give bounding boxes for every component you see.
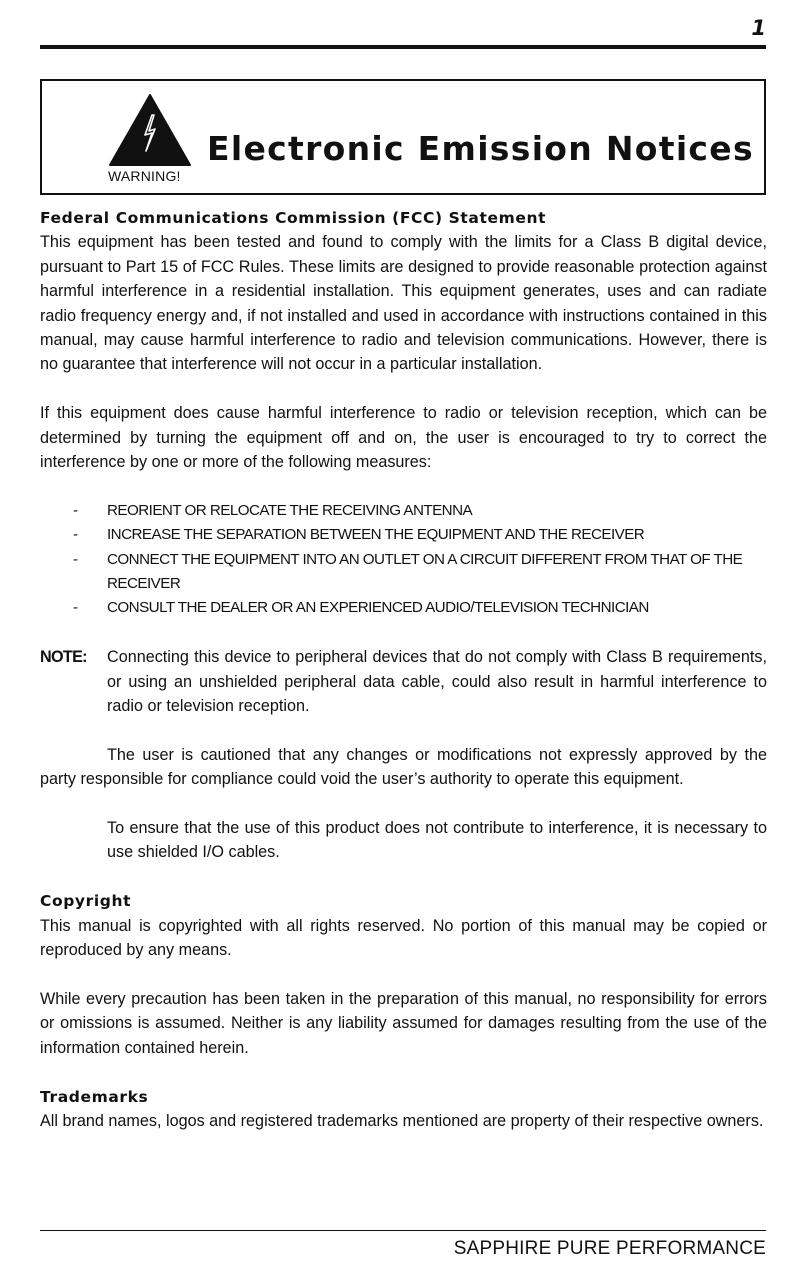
caution-text: The user is cautioned that any changes or modifications not expressly approved by the party responsible for compliance could void the user’s authority to operate this equipment.: [40, 745, 767, 789]
copyright-paragraph-1: This manual is copyrighted with all rights reserved. No portion of this manual may be copied or reproduced by any means.: [40, 916, 767, 960]
warning-triangle-lightning-icon: [108, 93, 192, 167]
list-item-text: REORIENT OR RELOCATE THE RECEIVING ANTENNA: [107, 501, 473, 519]
list-item-text: CONSULT THE DEALER OR AN EXPERIENCED AUDIO/TELEVISION TECHNICIAN: [107, 599, 649, 617]
list-item: [40, 596, 767, 620]
list-dash: -: [73, 501, 78, 519]
trademarks-heading: Trademarks: [40, 1087, 149, 1106]
list-dash: -: [73, 526, 78, 544]
list-item: [40, 523, 767, 547]
list-item-text: CONNECT THE EQUIPMENT INTO AN OUTLET ON A CIRCUIT DIFFERENT FROM THAT OF THE RECEIVER: [107, 550, 743, 593]
bottom-rule: [40, 1230, 766, 1231]
list-item-text: INCREASE THE SEPARATION BETWEEN THE EQUIPMENT AND THE RECEIVER: [107, 526, 645, 544]
fcc-paragraph-1: This equipment has been tested and found to comply with the limits for a Class B digital device, pursuant to Part 15 of FCC Rules. These limits are designed to provide reasonable protection against harmful interference in a residential installation. This equipment generates, uses and can radiate radio frequency energy and, if not installed and used in accordance with instructions contained in this manual, may cause harmful interference to radio and television communications. However, there is no guarantee that interference will not occur in a particular installation.: [40, 233, 767, 374]
document-body: [40, 206, 767, 1133]
cables-text: To ensure that the use of this product does not contribute to interference, it is necessary to use shielded I/O cables.: [107, 819, 767, 862]
note-text: Connecting this device to peripheral devices that do not comply with Class B requirements, or using an unshielded peripheral data cable, could also result in harmful interference to radio or television reception.: [107, 648, 767, 716]
fcc-heading: Federal Communications Commission (FCC) Statement: [40, 209, 547, 227]
trademarks-paragraph: All brand names, logos and registered trademarks mentioned are property of their respective owners.: [40, 1111, 764, 1130]
title-box: [40, 79, 766, 195]
list-item: [40, 499, 767, 523]
list-dash: -: [73, 599, 78, 617]
note-block: [40, 645, 767, 718]
copyright-paragraph-2: While every precaution has been taken in the preparation of this manual, no responsibility for errors or omissions is assumed. Neither is any liability assumed for damages resulting from the use of the information contained herein.: [40, 989, 767, 1057]
footer-brand: SAPPHIRE PURE PERFORMANCE: [453, 1238, 766, 1259]
list-item: [40, 548, 767, 597]
top-rule: [40, 45, 766, 49]
copyright-heading: Copyright: [40, 892, 132, 911]
note-label: NOTE:: [40, 648, 87, 667]
list-dash: -: [73, 550, 78, 568]
fcc-paragraph-2: If this equipment does cause harmful interference to radio or television reception, which can be determined by turning the equipment off and on, the user is encouraged to try to correct the interference by one or more of the following measures:: [40, 404, 767, 472]
warning-label: WARNING!: [108, 168, 181, 184]
page-number: 1: [751, 16, 766, 40]
page-title: Electronic Emission Notices: [207, 129, 754, 168]
cables-block: [40, 816, 767, 865]
measures-list: [40, 499, 767, 621]
